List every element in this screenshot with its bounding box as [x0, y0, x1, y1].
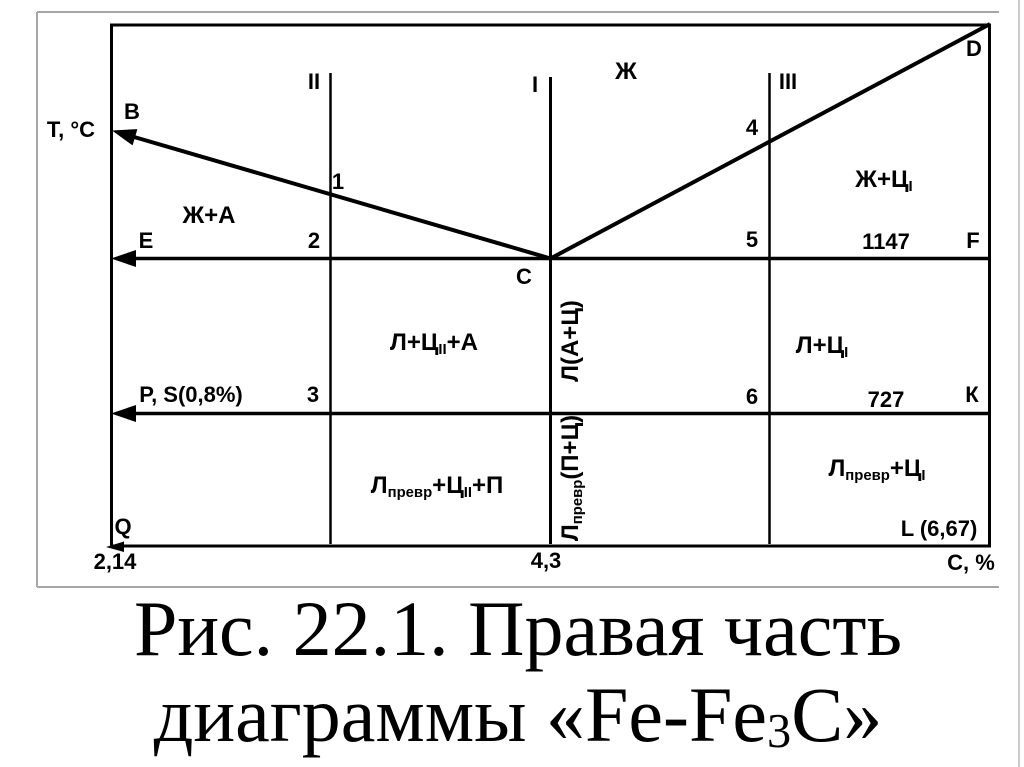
x-tick-2-14: 2,14 — [93, 549, 137, 574]
region-ledeburite-tr-cementite1: $Л_{превр}+Ц_I$ — [828, 455, 926, 485]
eutectic-line-arrowhead — [111, 250, 136, 267]
alloy-label-III: III — [778, 69, 798, 94]
marker-6: 6 — [745, 384, 759, 409]
point-D: D — [966, 36, 982, 61]
point-F: F — [966, 228, 980, 253]
liquidus-line-BC — [129, 136, 551, 259]
point-Q: Q — [114, 514, 132, 539]
point-E: E — [138, 228, 154, 253]
region-liquid: Ж — [615, 58, 637, 85]
marker-4: 4 — [745, 115, 759, 140]
region-liquid-austenite: Ж+А — [182, 202, 236, 229]
marker-1: 1 — [331, 169, 345, 194]
region-ledeburite-tr-cementite2-perlite: $Л_{превр}+Ц_{II}+П$ — [370, 472, 504, 502]
temp-1147: 1147 — [862, 229, 910, 254]
alloy-label-I: I — [531, 72, 539, 97]
point-L: L (6,67) — [900, 516, 978, 541]
region-ledeburite-cementite1: $Л+Ц_I$ — [795, 332, 849, 362]
composition-axis-label: С, % — [947, 550, 995, 575]
region-ledeburite-cementite2-austenite: $Л+Ц_{II}+А$ — [389, 329, 479, 359]
point-K: К — [965, 382, 979, 407]
region-ledeburite-austenite-cementite: Л(А+Ц) — [557, 300, 584, 382]
point-P-S: P, S(0,8%) — [139, 382, 243, 407]
temp-727: 727 — [867, 387, 905, 412]
figure-caption-line1: Рис. 22.1. Правая часть — [133, 585, 903, 672]
figure-caption — [37, 586, 999, 758]
marker-2: 2 — [307, 228, 321, 253]
region-ledeburite-tr-perlite-cementite: $Л_{превр}(П+Ц)$ — [557, 414, 587, 542]
liquidus-BC-arrowhead — [112, 129, 137, 145]
point-C: C — [516, 264, 532, 289]
x-tick-4-3: 4,3 — [530, 548, 562, 573]
eutectoid-line-arrowhead — [111, 405, 136, 422]
temperature-axis-label: Т, °С — [46, 117, 96, 142]
alloy-label-II: II — [307, 69, 321, 94]
region-liquid-cementite1: $Ж+Ц_I$ — [855, 166, 913, 196]
marker-3: 3 — [306, 382, 320, 407]
figure-caption-line2: диаграммы «$Fe-Fe_3C$» — [153, 671, 883, 758]
point-B: B — [124, 99, 140, 124]
marker-5: 5 — [745, 227, 759, 252]
